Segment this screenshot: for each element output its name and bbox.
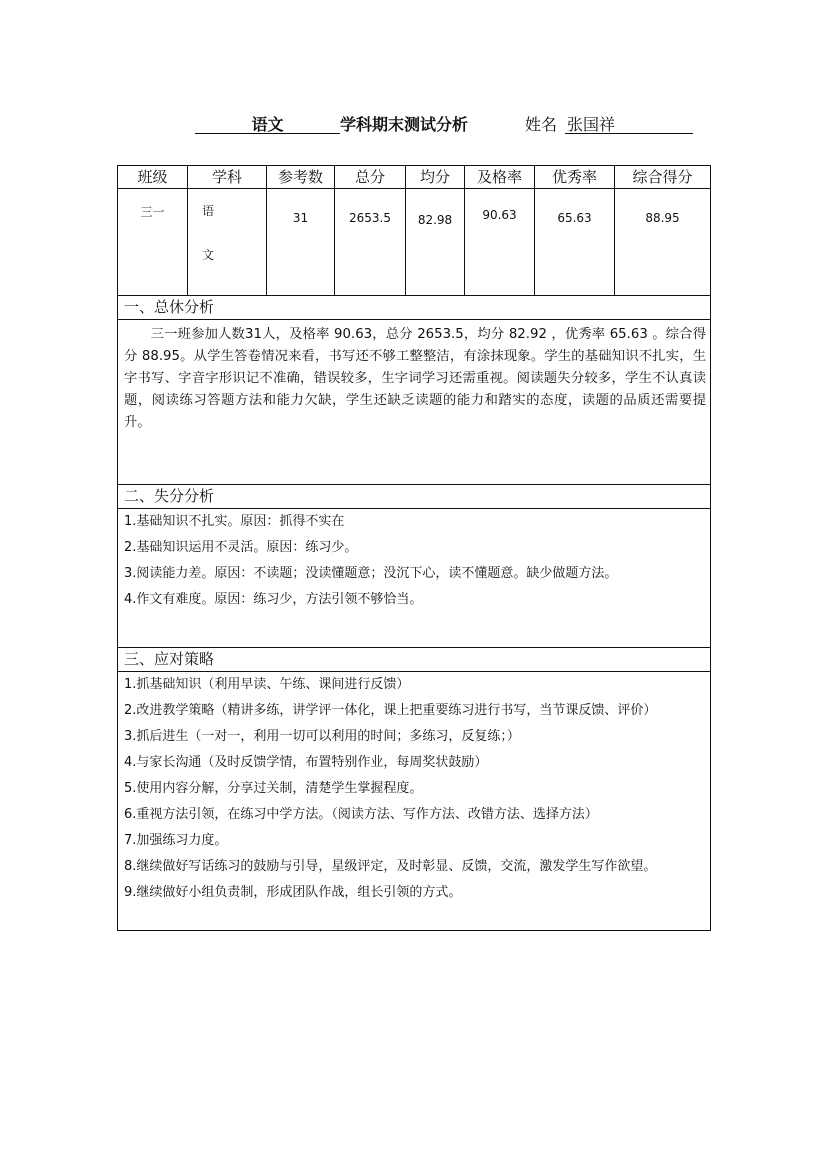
section-2-body-row: [118, 509, 711, 648]
section-1-title-row: [118, 296, 711, 320]
cell-class: 三一: [118, 189, 188, 296]
name-label: 姓名: [525, 115, 558, 134]
title-main: 学科期末测试分析: [340, 115, 469, 134]
section-3-body: [118, 672, 711, 931]
section-3-body-row: [118, 672, 711, 931]
header-average: 均分: [406, 166, 465, 189]
subject-char-2: 文: [202, 248, 215, 262]
section-1-title: 一、总休分析: [118, 296, 711, 320]
list-item: 8.继续做好写话练习的鼓励与引导，星级评定，及时彰显、反馈，交流，激发学生写作欲望。: [124, 859, 657, 874]
list-item: 3.抓后进生（一对一，利用一切可以利用的时间；多练习，反复练；）: [124, 729, 520, 744]
header-overall: 综合得分: [615, 166, 711, 189]
analysis-table: [117, 165, 711, 931]
list-item: 4.与家长沟通（及时反馈学情，布置特别作业，每周奖状鼓励）: [124, 755, 488, 770]
list-item: 1.基础知识不扎实。原因：抓得不实在: [124, 514, 345, 529]
list-item: 5.使用内容分解，分享过关制，清楚学生掌握程度。: [124, 781, 423, 796]
header-pass-rate: 及格率: [465, 166, 535, 189]
pass-rate-value: 90.63: [482, 208, 517, 222]
header-class: 班级: [118, 166, 188, 189]
header-excellent-rate: 优秀率: [535, 166, 615, 189]
list-item: 2.基础知识运用不灵活。原因：练习少。: [124, 540, 358, 555]
list-item: 7.加强练习力度。: [124, 833, 228, 848]
teacher-name: 张国祥: [565, 112, 693, 134]
table-row: [118, 189, 711, 296]
list-item: 1.抓基础知识（利用早读、午练、课间进行反馈）: [124, 677, 410, 692]
header-subject: 学科: [188, 166, 267, 189]
section-1-body: [118, 320, 711, 485]
list-item: 6.重视方法引领，在练习中学方法。（阅读方法、写作方法、改错方法、选择方法）: [124, 807, 598, 822]
section-2-body: [118, 509, 711, 648]
list-item: 9.继续做好小组负责制，形成团队作战，组长引领的方式。: [124, 885, 462, 900]
section-2-title-row: [118, 485, 711, 509]
list-item: 2.改进教学策略（精讲多练，讲学评一体化，课上把重要练习进行书写，当节课反馈、评价）: [124, 703, 657, 718]
header-total: 总分: [335, 166, 406, 189]
subject-char-1: 语: [202, 204, 215, 218]
average-value: 82.98: [417, 213, 453, 227]
section-1-paragraph: 三一班参加人数31人，及格率 90.63，总分 2653.5，均分 82.92 ，优秀率 65.63 。综合得分 88.95。从学生答卷情况来看，书写还不够工整整洁，有涂抹现象。学生的基础知识不扎实，生字书写、字音字形识记不准确，错误较多，生字词学习还需重视。阅读题失分较多，学生不认真读题，阅读练习答题方法和能力欠缺，学生还缺乏读题的能力和踏实的态度，读题的品质还需要提升。: [124, 327, 706, 430]
section-3-title: 三、应对策略: [118, 648, 711, 672]
section-3-title-row: [118, 648, 711, 672]
section-1-body-row: [118, 320, 711, 485]
cell-total: 2653.5: [335, 189, 406, 296]
title-subject: 语文: [195, 112, 340, 134]
cell-subject: [188, 189, 267, 296]
list-item: 3.阅读能力差。原因：不读题；没读懂题意；没沉下心，读不懂题意。缺少做题方法。: [124, 566, 618, 581]
header-count: 参考数: [267, 166, 335, 189]
table-header-row: [118, 166, 711, 189]
cell-average: [406, 189, 465, 296]
cell-overall: 88.95: [615, 189, 711, 296]
cell-count: 31: [267, 189, 335, 296]
section-2-title: 二、失分分析: [118, 485, 711, 509]
cell-excellent-rate: 65.63: [535, 189, 615, 296]
cell-pass-rate: [465, 189, 535, 296]
list-item: 4.作文有难度。原因：练习少，方法引领不够恰当。: [124, 592, 423, 607]
